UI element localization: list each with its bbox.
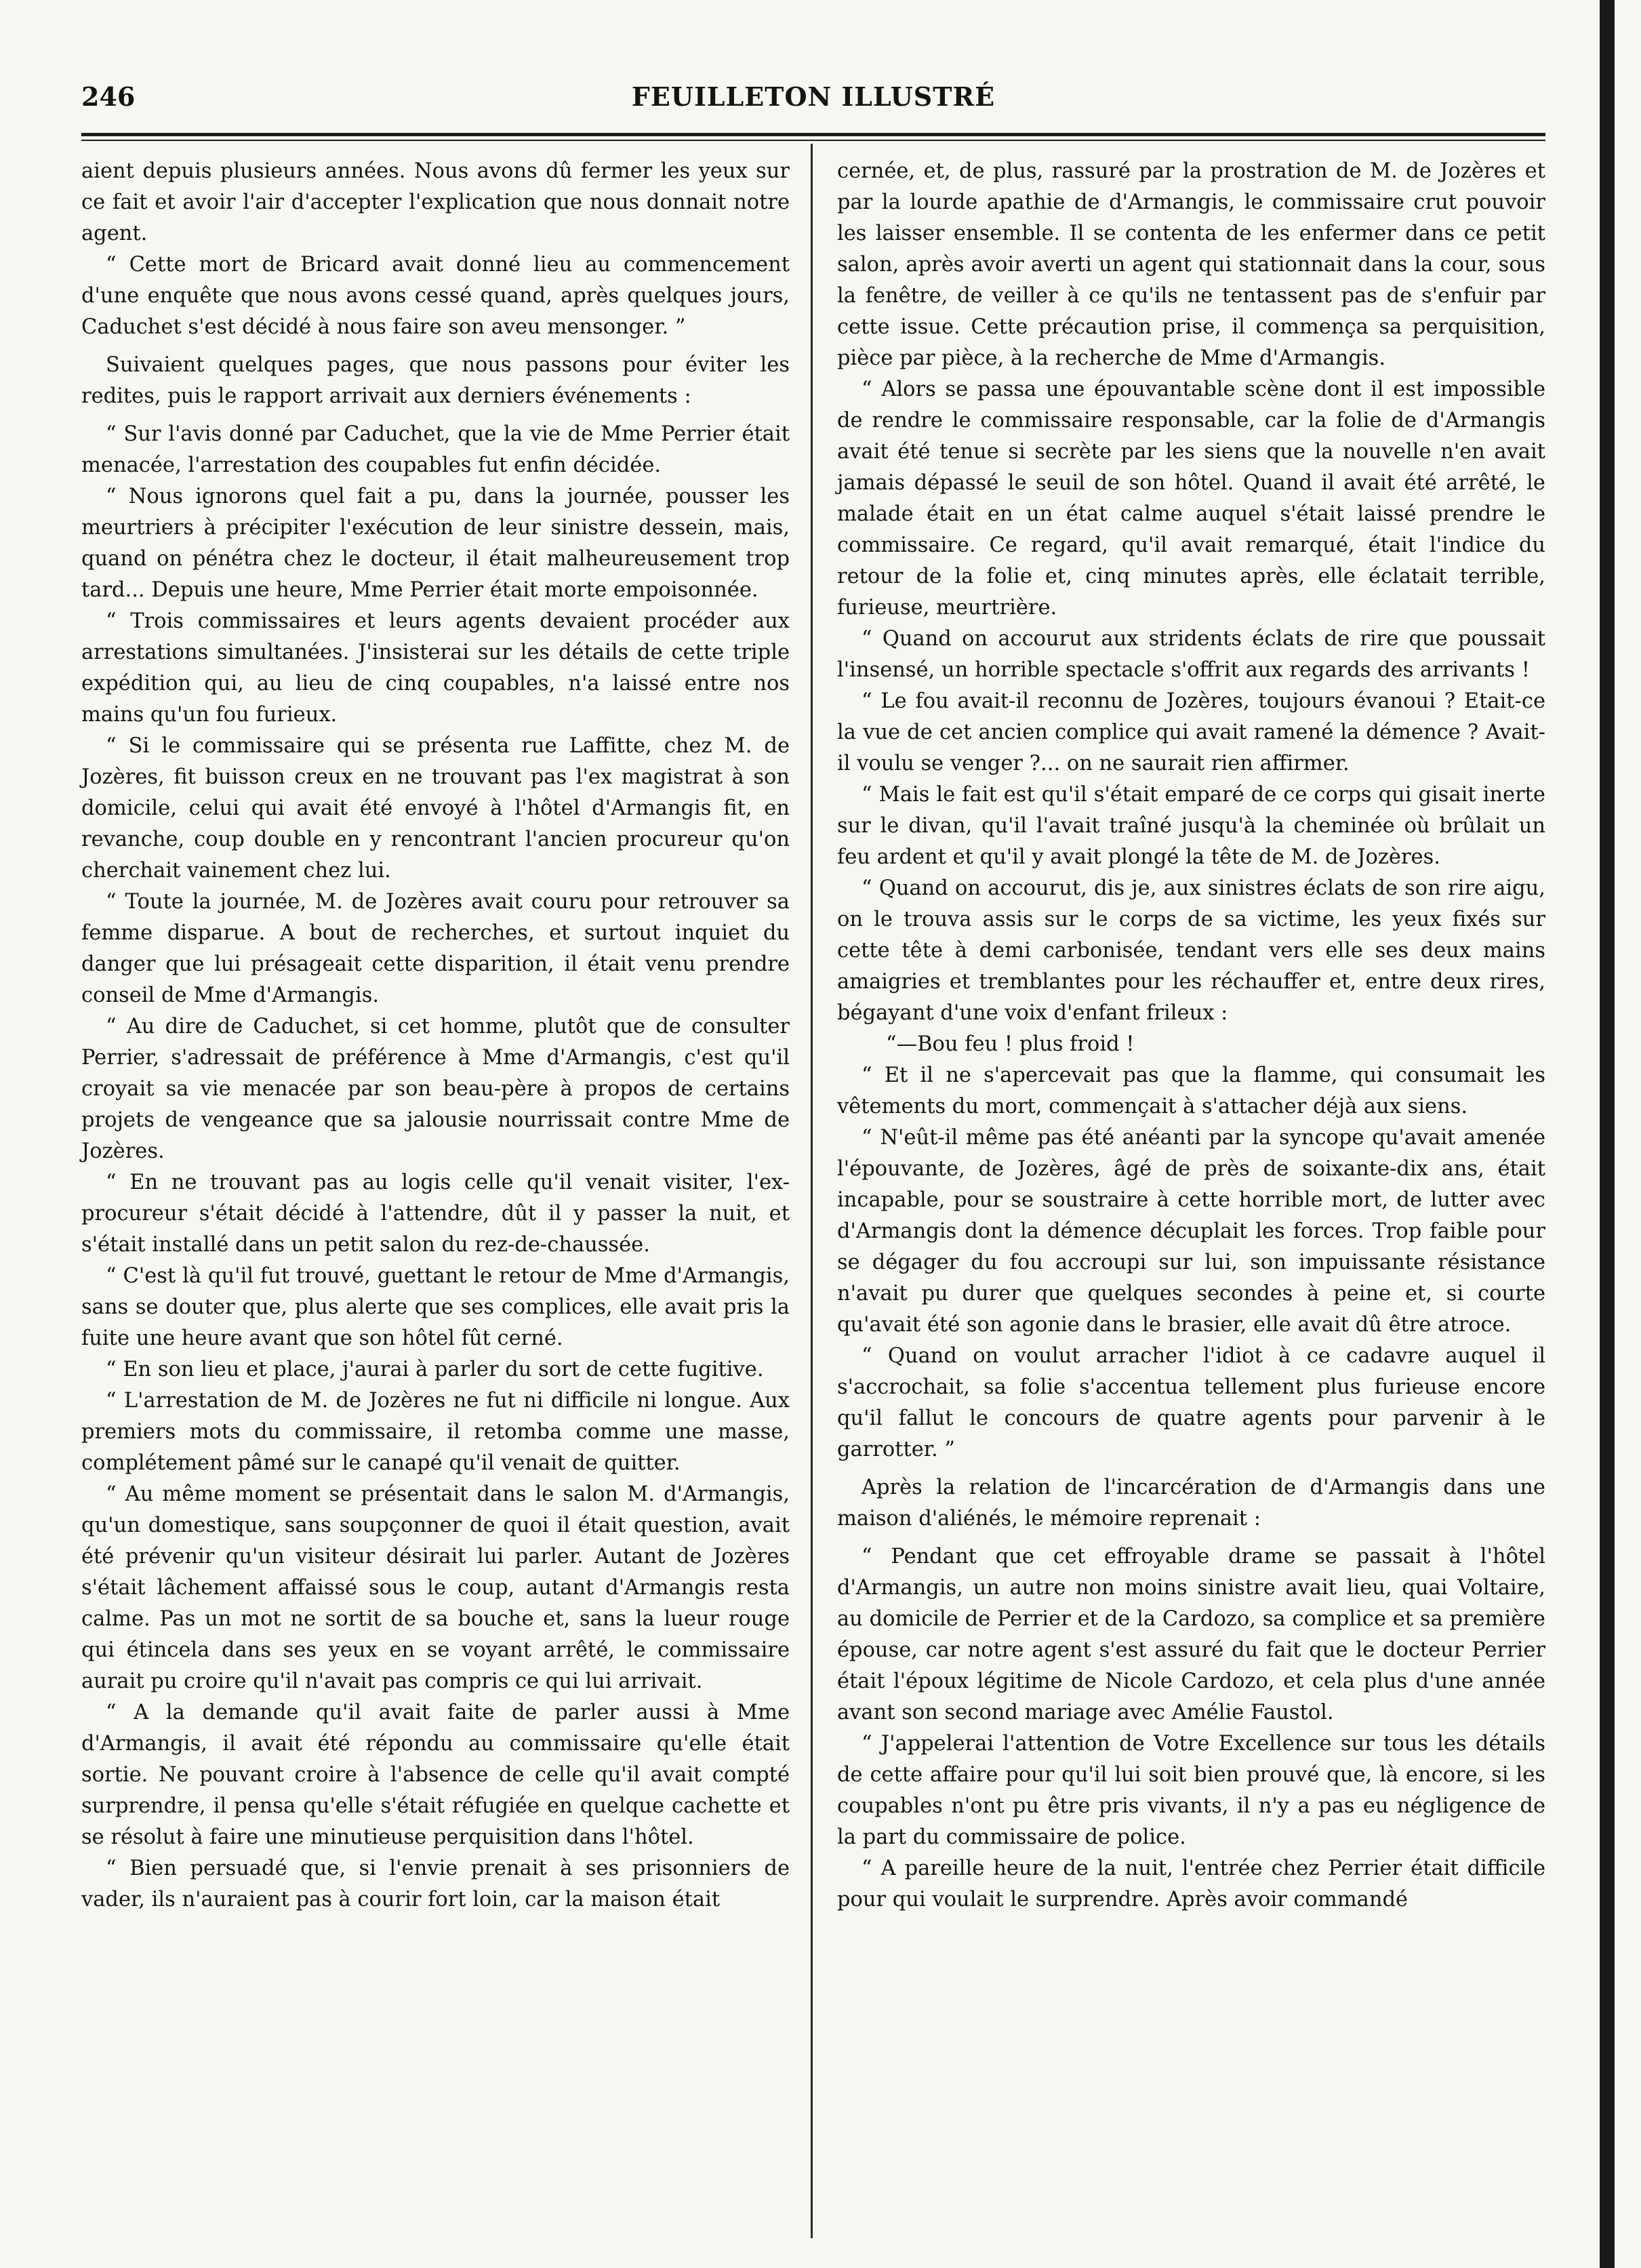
- paragraph: “ Quand on voulut arracher l'idiot à ce cadavre auquel il s'accrochait, sa folie s'accentua tellement plus furieuse encore qu'il fallut le concours de quatre agents pour parvenir à le garrotter. ”: [837, 1344, 1545, 1461]
- paragraph: “ Quand on accourut, dis je, aux sinistres éclats de son rire aigu, on le trouva assis sur le corps de sa victime, les yeux fixés sur cette tête à demi carbonisée, tendant vers elle ses deux mains amaigries et tremblantes pour les réchauffer et, entre deux rires, bégayant d'une voix d'enfant frileux :: [837, 876, 1545, 1025]
- paragraph: “ Trois commissaires et leurs agents devaient procéder aux arrestations simultanées. J'insisterai sur les détails de cette triple expédition qui, au lieu de cinq coupables, n'a laissé entre nos mains qu'un fou furieux.: [81, 609, 790, 727]
- paragraph: “ Pendant que cet effroyable drame se passait à l'hôtel d'Armangis, un autre non moins sinistre avait lieu, quai Voltaire, au domicile de Perrier et de la Cardozo, sa complice et sa première épouse, car notre agent s'est assuré du fait que le docteur Perrier était l'époux légitime de Nicole Cardozo, et cela plus d'une année avant son second mariage avec Amélie Faustol.: [837, 1545, 1545, 1724]
- running-title: FEUILLETON ILLUSTRÉ: [631, 81, 996, 112]
- page-header: [81, 81, 1545, 125]
- paragraph: Suivaient quelques pages, que nous passons pour éviter les redites, puis le rapport arrivait aux derniers événements :: [81, 353, 790, 408]
- paragraph: “ En son lieu et place, j'aurai à parler du sort de cette fugitive.: [106, 1358, 764, 1381]
- paragraph: aient depuis plusieurs années. Nous avons dû fermer les yeux sur ce fait et avoir l'air d'accepter l'explication que nous donnait notre agent.: [81, 159, 790, 245]
- paragraph: cernée, et, de plus, rassuré par la prostration de M. de Jozères et par la lourde apathie de d'Armangis, le commissaire crut pouvoir les laisser ensemble. Il se contenta de les enfermer dans ce petit salon, après avoir averti un agent qui stationnait dans la cour, sous la fenêtre, de veiller à ce qu'ils ne tentassent pas de s'enfuir par cette issue. Cette précaution prise, il commença sa perquisition, pièce par pièce, à la recherche de Mme d'Armangis.: [837, 159, 1545, 370]
- column-divider: [811, 144, 813, 2238]
- paragraph: “ En ne trouvant pas au logis celle qu'il venait visiter, l'ex-procureur s'était décidé à l'attendre, dût il y passer la nuit, et s'était installé dans un petit salon du rez-de-chaussée.: [81, 1171, 790, 1257]
- paragraph: “ Nous ignorons quel fait a pu, dans la journée, pousser les meurtriers à précipiter l'exécution de leur sinistre dessein, mais, quand on pénétra chez le docteur, il était malheureusement trop tard... Depuis une heure, Mme Perrier était morte empoisonnée.: [81, 485, 790, 602]
- paragraph: “ Cette mort de Bricard avait donné lieu au commencement d'une enquête que nous avons cessé quand, après quelques jours, Caduchet s'est décidé à nous faire son aveu mensonger. ”: [81, 253, 790, 339]
- paragraph: “ Bien persuadé que, si l'envie prenait à ses prisonniers de vader, ils n'auraient pas à courir fort loin, car la maison était: [81, 1857, 790, 1911]
- paragraph: “ Mais le fait est qu'il s'était emparé de ce corps qui gisait inerte sur le divan, qu'il l'avait traîné jusqu'à la cheminée où brûlait un feu ardent et qu'il y avait plongé la tête de M. de Jozères.: [837, 783, 1545, 869]
- paragraph: “ L'arrestation de M. de Jozères ne fut ni difficile ni longue. Aux premiers mots du commissaire, il retomba comme une masse, complétement pâmé sur le canapé qu'il venait de quitter.: [81, 1389, 790, 1475]
- paragraph: “—Bou feu ! plus froid !: [886, 1032, 1135, 1056]
- paragraph: “ A la demande qu'il avait faite de parler aussi à Mme d'Armangis, il avait été répondu au commissaire qu'elle était sortie. Ne pouvant croire à l'absence de celle qu'il avait compté surprendre, il pensa qu'elle s'était réfugiée en quelque cachette et se résolut à faire une minutieuse perquisition dans l'hôtel.: [81, 1701, 790, 1849]
- paragraph: Après la relation de l'incarcération de d'Armangis dans une maison d'aliénés, le mémoire reprenait :: [837, 1476, 1545, 1531]
- paragraph: “ Alors se passa une épouvantable scène dont il est impossible de rendre le commissaire responsable, car la folie de d'Armangis avait été tenue si secrète par les siens que la nouvelle n'en avait jamais dépassé le seuil de son hôtel. Quand il avait été arrêté, le malade était en un état calme auquel s'était laissé prendre le commissaire. Ce regard, qu'il avait remarqué, était l'indice du retour de la folie et, cinq minutes après, elle éclatait terrible, furieuse, meurtrière.: [837, 378, 1545, 620]
- paragraph: “ C'est là qu'il fut trouvé, guettant le retour de Mme d'Armangis, sans se douter que, plus alerte que ses complices, elle avait pris la fuite une heure avant que son hôtel fût cerné.: [81, 1264, 790, 1350]
- left-column: [81, 156, 790, 1916]
- paragraph: “ J'appelerai l'attention de Votre Excellence sur tous les détails de cette affaire pour qu'il lui soit bien prouvé que, là encore, si les coupables n'ont pu être pris vivants, il n'y a pas eu négligence de la part du commissaire de police.: [837, 1732, 1545, 1849]
- paragraph: “ Toute la journée, M. de Jozères avait couru pour retrouver sa femme disparue. A bout de recherches, et surtout inquiet du danger que lui présageait cette disparition, il était venu prendre conseil de Mme d'Armangis.: [81, 890, 790, 1007]
- paragraph: “ Au dire de Caduchet, si cet homme, plutôt que de consulter Perrier, s'adressait de préférence à Mme d'Armangis, c'est qu'il croyait sa vie menacée par son beau-père à propos de certains projets de vengeance que sa jalousie nourrissait contre Mme de Jozères.: [81, 1015, 790, 1163]
- paragraph: “ Sur l'avis donné par Caduchet, que la vie de Mme Perrier était menacée, l'arrestation des coupables fut enfin décidée.: [81, 422, 790, 477]
- header-rule-thin: [81, 140, 1545, 141]
- page-number: 246: [81, 81, 136, 112]
- paragraph: “ Le fou avait-il reconnu de Jozères, toujours évanoui ? Etait-ce la vue de cet ancien complice qui avait ramené la démence ? Avait-il voulu se venger ?... on ne saurait rien affirmer.: [837, 689, 1545, 775]
- paragraph: “ A pareille heure de la nuit, l'entrée chez Perrier était difficile pour qui voulait le surprendre. Après avoir commandé: [837, 1857, 1545, 1911]
- paragraph: “ Et il ne s'apercevait pas que la flamme, qui consumait les vêtements du mort, commençait à s'attacher déjà aux siens.: [837, 1064, 1545, 1118]
- paragraph: “ Au même moment se présentait dans le salon M. d'Armangis, qu'un domestique, sans soupçonner de quoi il était question, avait été prévenir qu'un visiteur désirait lui parler. Autant de Jozères s'était lâchement affaissé sous le coup, autant d'Armangis resta calme. Pas un mot ne sortit de sa bouche et, sans la lueur rouge qui étincela dans ses yeux en se voyant arrêté, le commissaire aurait pu croire qu'il n'avait pas compris ce qui lui arrivait.: [81, 1482, 790, 1693]
- paragraph: “ N'eût-il même pas été anéanti par la syncope qu'avait amenée l'épouvante, de Jozères, âgé de près de soixante-dix ans, était incapable, pour se soustraire à cette horrible mort, de lutter avec d'Armangis dont la démence décuplait les forces. Trop faible pour se dégager du fou accroupi sur lui, son impuissante résistance n'avait pu durer que quelques secondes à peine et, si courte qu'avait été son agonie dans le brasier, elle avait dû être atroce.: [837, 1126, 1545, 1337]
- paragraph: “ Quand on accourut aux stridents éclats de rire que poussait l'insensé, un horrible spectacle s'offrit aux regards des arrivants !: [837, 627, 1545, 682]
- header-rule: [81, 133, 1545, 136]
- right-column: [837, 156, 1545, 1916]
- scan-edge-bar: [1600, 0, 1615, 2268]
- paragraph: “ Si le commissaire qui se présenta rue Laffitte, chez M. de Jozères, fit buisson creux en ne trouvant pas l'ex magistrat à son domicile, celui qui avait été envoyé à l'hôtel d'Armangis fit, en revanche, coup double en y rencontrant l'ancien procureur qu'on cherchait vainement chez lui.: [81, 734, 790, 883]
